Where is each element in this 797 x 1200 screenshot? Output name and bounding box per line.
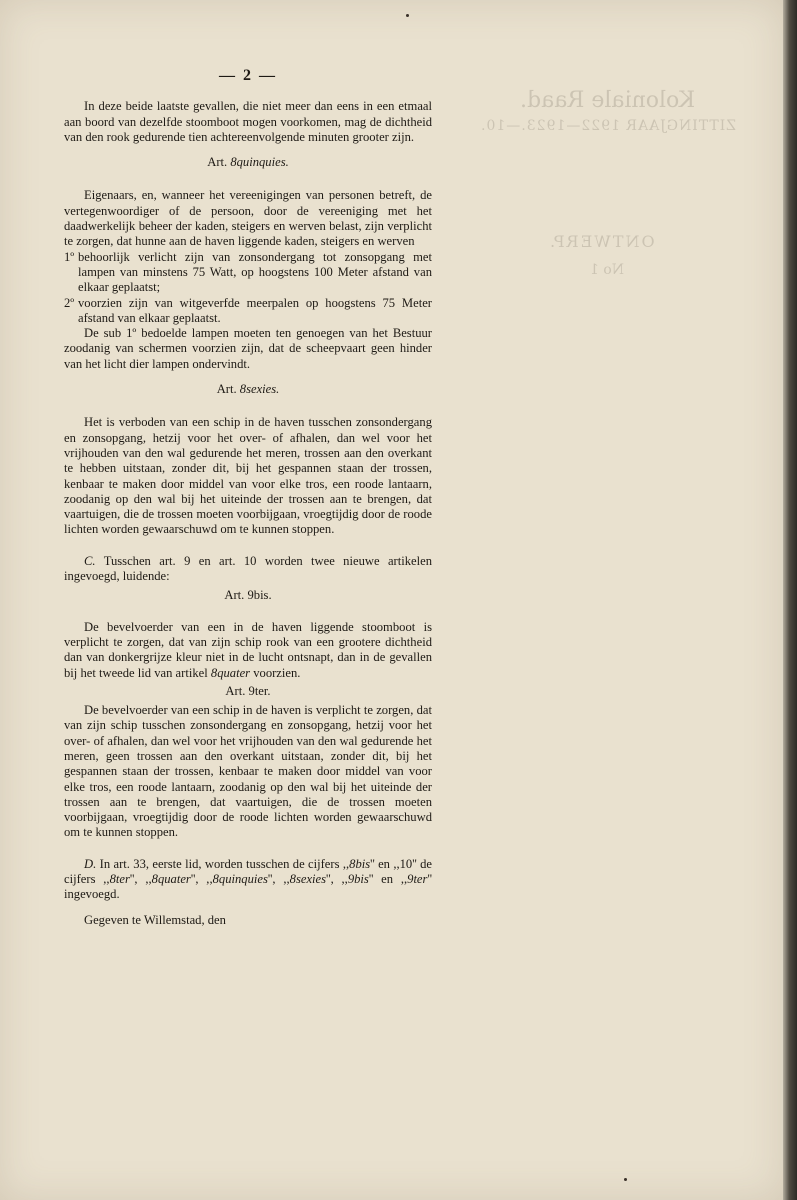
article-8quinquies-body: Eigenaars, en, wanneer het vereenigingen van personen betreft, de vertegenwoordiger of de persoon, door de vereeniging met het daadwerkelijk beheer der kaden, steigers en werven belast, zijn verplicht te zorgen, dat hunne aan de haven liggende kaden, steigers en werven <box>64 188 432 249</box>
signoff-line: Gegeven te Willemstad, den <box>84 912 226 927</box>
article-heading-9ter: Art. 9ter. <box>225 683 271 698</box>
article-heading-9bis: Art. 9bis. <box>224 588 272 603</box>
article-9bis-body: De bevelvoerder van een in de haven liggende stoomboot is verplicht te zorgen, dat van zijn schip rook van een grootere dichtheid dan van donkergrijze kleur niet in de lucht ontsnapt, dan in de gevallen bij het tweede lid van artikel 8quater voorzien. <box>64 619 432 680</box>
article-8quinquies-item-1: 1º behoorlijk verlicht zijn van zonsondergang tot zonsopgang met lampen van minstens 75 Watt, op hoogstens 100 Meter afstand van elkaar geplaatst; <box>64 249 432 295</box>
page-number: — 2 — <box>219 67 277 84</box>
show-through-text: ONTWERP. <box>548 232 655 251</box>
article-9ter-body: De bevelvoerder van een schip in de haven is verplicht te zorgen, dat van zijn schip tusschen zonsondergang en zonsopgang, hetzij voor het over- of afhalen, dan wel voor het vrijhouden van den wal gedurende het meren, geen trossen aan den overkant uitstaan, zonder dit, bij het gespannen staan der trossen, kenbaar te maken door middel van voor elke tros, een roode lantaarn, zoodanig op den wal bij het uiteinde der trossen aan te brengen, dat vaartuigen, die de trossen moeten voorbijgaan, vroegtijdig door de roode lichten worden gewaarschuwd om te kunnen stoppen. <box>64 703 432 840</box>
speck <box>624 1178 627 1181</box>
article-8sexies-body: Het is verboden van een schip in de haven tusschen zonsondergang en zonsopgang, hetzij voor het over- of afhalen, dan wel voor het vrijhouden van den wal gedurende het meren, trossen aan den overkant te hebben uitstaan, zonder dit, bij het gespannen staan der trossen, kenbaar te maken door middel van voor elke tros, een roode lantaarn, zoodanig op den wal bij het uiteinde der trossen aan te brengen, dat vaartuigen, die de trossen moeten voorbijgaan, vroegtijdig door de roode lichten worden gewaarschuwd om te kunnen stoppen. <box>64 415 432 537</box>
article-8quinquies-body-2: De sub 1º bedoelde lampen moeten ten genoegen van het Bestuur zoodanig van schermen voorzien zijn, dat de scheepvaart geen hinder van het licht dier lampen ondervindt. <box>64 326 432 371</box>
page-content <box>64 68 432 928</box>
article-heading-8quinquies: Art. 8quinquies. <box>207 155 289 170</box>
show-through-heading: Koloniale Raad. <box>520 88 696 113</box>
article-8quinquies-item-2: 2º voorzien zijn van witgeverfde meerpalen op hoogstens 75 Meter afstand van elkaar geplaatst. <box>64 295 432 325</box>
section-d-paragraph: D. In art. 33, eerste lid, worden tusschen de cijfers ,,8bis'' en ,,10'' de cijfers ,,8ter'', ,,8quater'', ,,8quinquies'', ,,8sexies'', ,,9bis'' en ,,9ter'' ingevoegd. <box>64 856 433 902</box>
intro-paragraph: In deze beide laatste gevallen, die niet meer dan eens in een etmaal aan boord van dezelfde stoomboot mogen voorkomen, mag de dichtheid van den rook gedurende tien achtereenvolgende minuten grooter zijn. <box>64 99 432 144</box>
show-through-number: No 1 <box>590 262 625 278</box>
show-through-subheading: ZITTINGJAAR 1922—1923.—10. <box>480 118 736 134</box>
section-c-paragraph: C. Tusschen art. 9 en art. 10 worden twee nieuwe artikelen ingevoegd, luidende: <box>64 553 433 584</box>
speck <box>406 14 409 17</box>
page-edge <box>783 0 797 1200</box>
article-heading-8sexies: Art. 8sexies. <box>216 382 280 397</box>
